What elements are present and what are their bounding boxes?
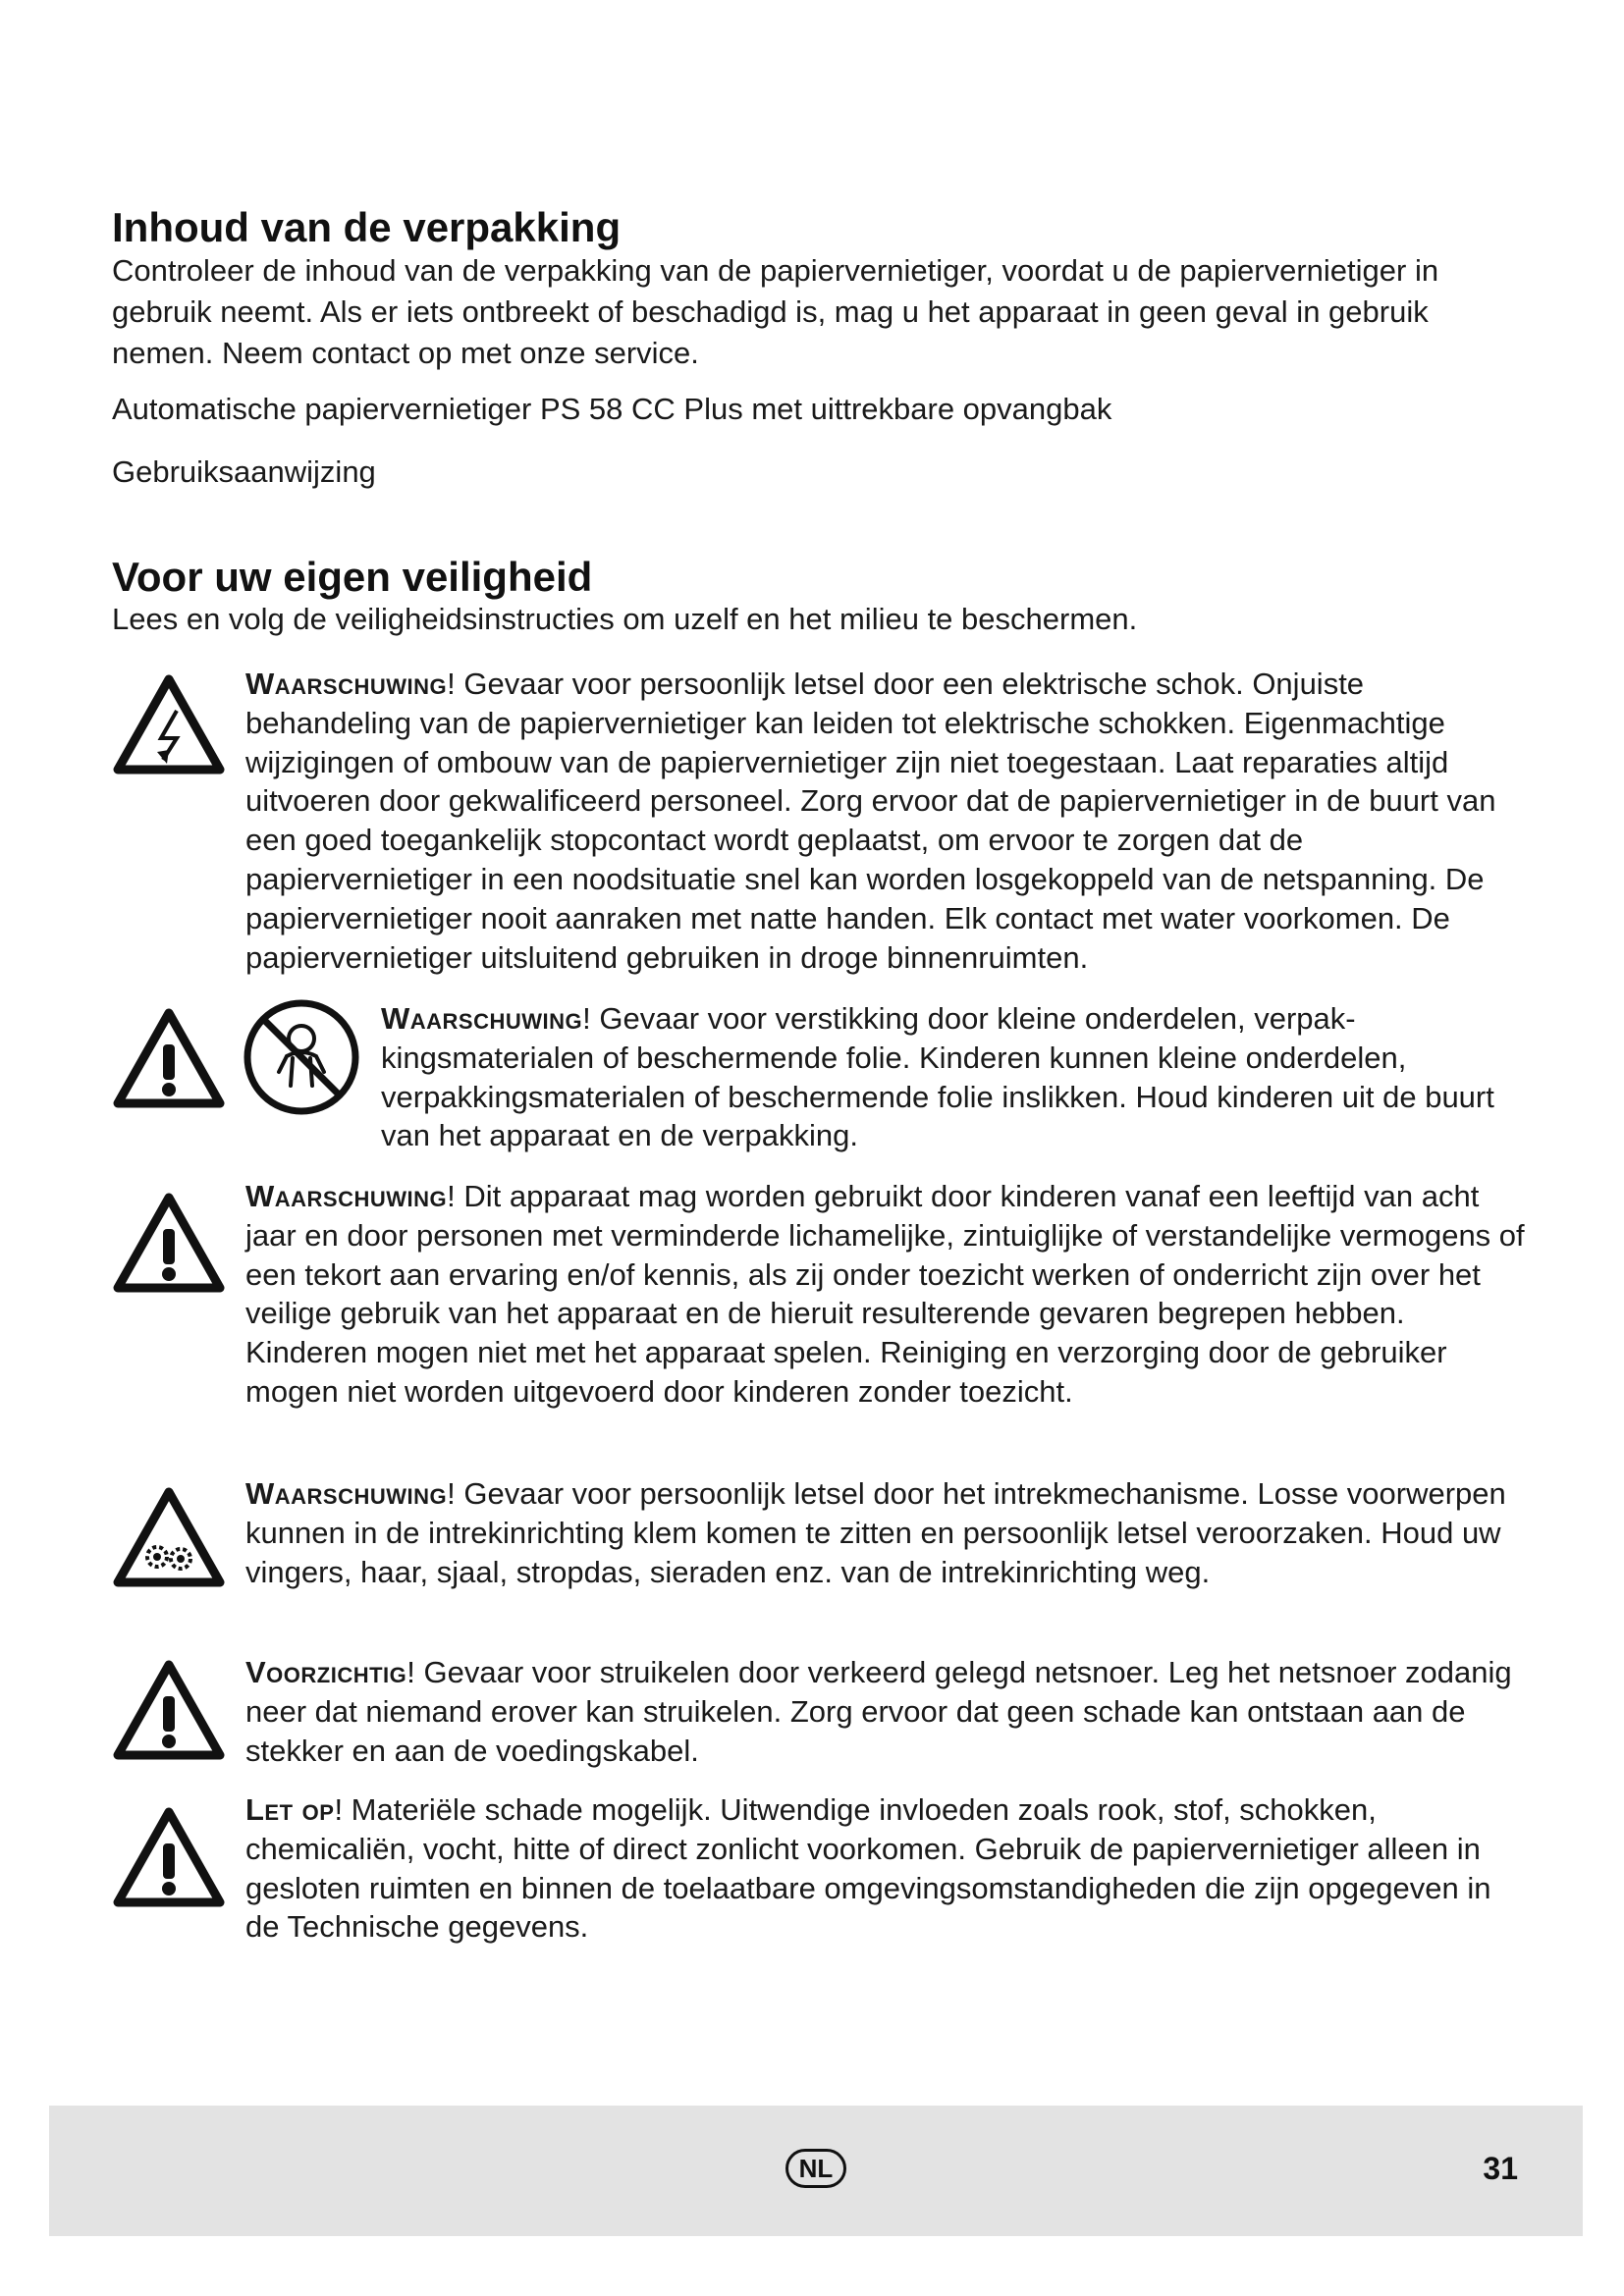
language-badge: NL <box>785 2149 846 2188</box>
warning-intake-mechanism <box>245 1474 1532 1591</box>
small-parts-choking-hazard-icon <box>242 997 361 1117</box>
safety-intro: Lees en volg de veiligheidsinstructies om uzelf en het milieu te beschermen. <box>112 602 1138 636</box>
warning-keyword: Waarschuwing <box>245 1179 448 1213</box>
general-warning-icon <box>112 1192 226 1294</box>
packaging-intro: Controleer de inhoud van de verpakking van de papiervernietiger, voordat u de papiervernietiger in gebruik neemt. Als er iets ontbreekt of beschadigd is, mag u het apparaat in geen geval in gebruik nemen. Neem contact op met onze service. <box>112 253 1439 370</box>
page-number: 31 <box>1483 2151 1518 2186</box>
page-footer <box>49 2106 1583 2236</box>
warning-material-damage <box>245 1790 1532 1947</box>
general-warning-icon <box>112 1806 226 1908</box>
general-warning-icon <box>112 1007 226 1109</box>
warning-text: ! Gevaar voor persoonlijk letsel door een elektrische schok. Onjuiste behandeling van de papiervernietiger kan leiden tot elektrische schokken. Eigenmachtige wijzigingen of ombouw van de papiervernietiger zijn niet toegestaan. Laat reparaties altijd uitvoeren door gekwalificeerd personeel. Zorg ervoor dat de papiervernietiger in de buurt van een goed toegankelijk stopcontact wordt geplaatst, om ervoor te zorgen dat de papiervernietiger in een noodsituatie snel kan worden losgekoppeld van de netspanning. De papiervernietiger nooit aanraken met natte handen. Elk contact met water voorkomen. De papiervernietiger uitsluitend gebruiken in droge binnenruimten. <box>245 667 1496 975</box>
gear-entanglement-warning-icon <box>112 1486 226 1588</box>
general-warning-icon <box>112 1659 226 1761</box>
warning-text: ! Gevaar voor verstikking door kleine onderdelen, verpakkingsmaterialen of beschermende folie. Kinderen kunnen kleine onderdelen, verpakkingsmaterialen of beschermende folie inslikken. Houd kinderen uit de buurt van het apparaat en de verpakking. <box>381 1001 1494 1153</box>
warning-electric-shock <box>245 665 1532 977</box>
warning-choking <box>381 999 1532 1155</box>
packaging-item: Automatische papiervernietiger PS 58 CC Plus met uittrekbare opvangbak <box>112 392 1112 426</box>
packaging-item: Gebruiksaanwijzing <box>112 454 376 489</box>
warning-text: ! Gevaar voor struikelen door verkeerd gelegd netsnoer. Leg het netsnoer zodanig neer dat niemand erover kan struikelen. Zorg ervoor dat geen schade kan ontstaan aan de stekker en aan de voedingskabel. <box>245 1655 1512 1768</box>
warning-keyword: Voorzichtig <box>245 1655 407 1689</box>
warning-text: ! Materiële schade mogelijk. Uitwendige invloeden zoals rook, stof, schokken, chemicaliën, vocht, hitte of direct zonlicht voorkomen. Gebruik de papiervernietiger alleen in gesloten ruimten en binnen de toelaatbare omgevingsomstandigheden die zijn opgegeven in de Technische gegevens. <box>245 1792 1491 1945</box>
warning-text: ! Gevaar voor persoonlijk letsel door het intrekmechanisme. Losse voorwerpen kunnen in de intrekinrichting klem komen te zitten en persoonlijk letsel veroorzaken. Houd uw vingers, haar, sjaal, stropdas, sieraden enz. van de intrekinrichting weg. <box>245 1476 1506 1589</box>
warning-tripping <box>245 1653 1532 1770</box>
warning-keyword: Waarschuwing <box>381 1001 583 1036</box>
safety-heading: Voor uw eigen veiligheid <box>112 554 593 600</box>
warning-keyword: Waarschuwing <box>245 1476 448 1511</box>
electric-shock-warning-icon <box>112 673 226 775</box>
warning-keyword: Let op <box>245 1792 335 1827</box>
warning-keyword: Waarschuwing <box>245 667 448 701</box>
warning-children <box>245 1177 1532 1412</box>
warning-text: ! Dit apparaat mag worden gebruikt door kinderen vanaf een leeftijd van acht jaar en door personen met verminderde lichamelijke, zintuiglijke of verstandelijke vermogens of een tekort aan ervaring en/of kennis, als zij onder toezicht werken of onderricht zijn over het veilige gebruik van het apparaat en de hieruit resulterende gevaren begrepen hebben. Kinderen mogen niet met het apparaat spelen. Reiniging en verzorging door de gebruiker mogen niet worden uitgevoerd door kinderen zonder toezicht. <box>245 1179 1525 1409</box>
packaging-heading: Inhoud van de verpakking <box>112 204 622 250</box>
